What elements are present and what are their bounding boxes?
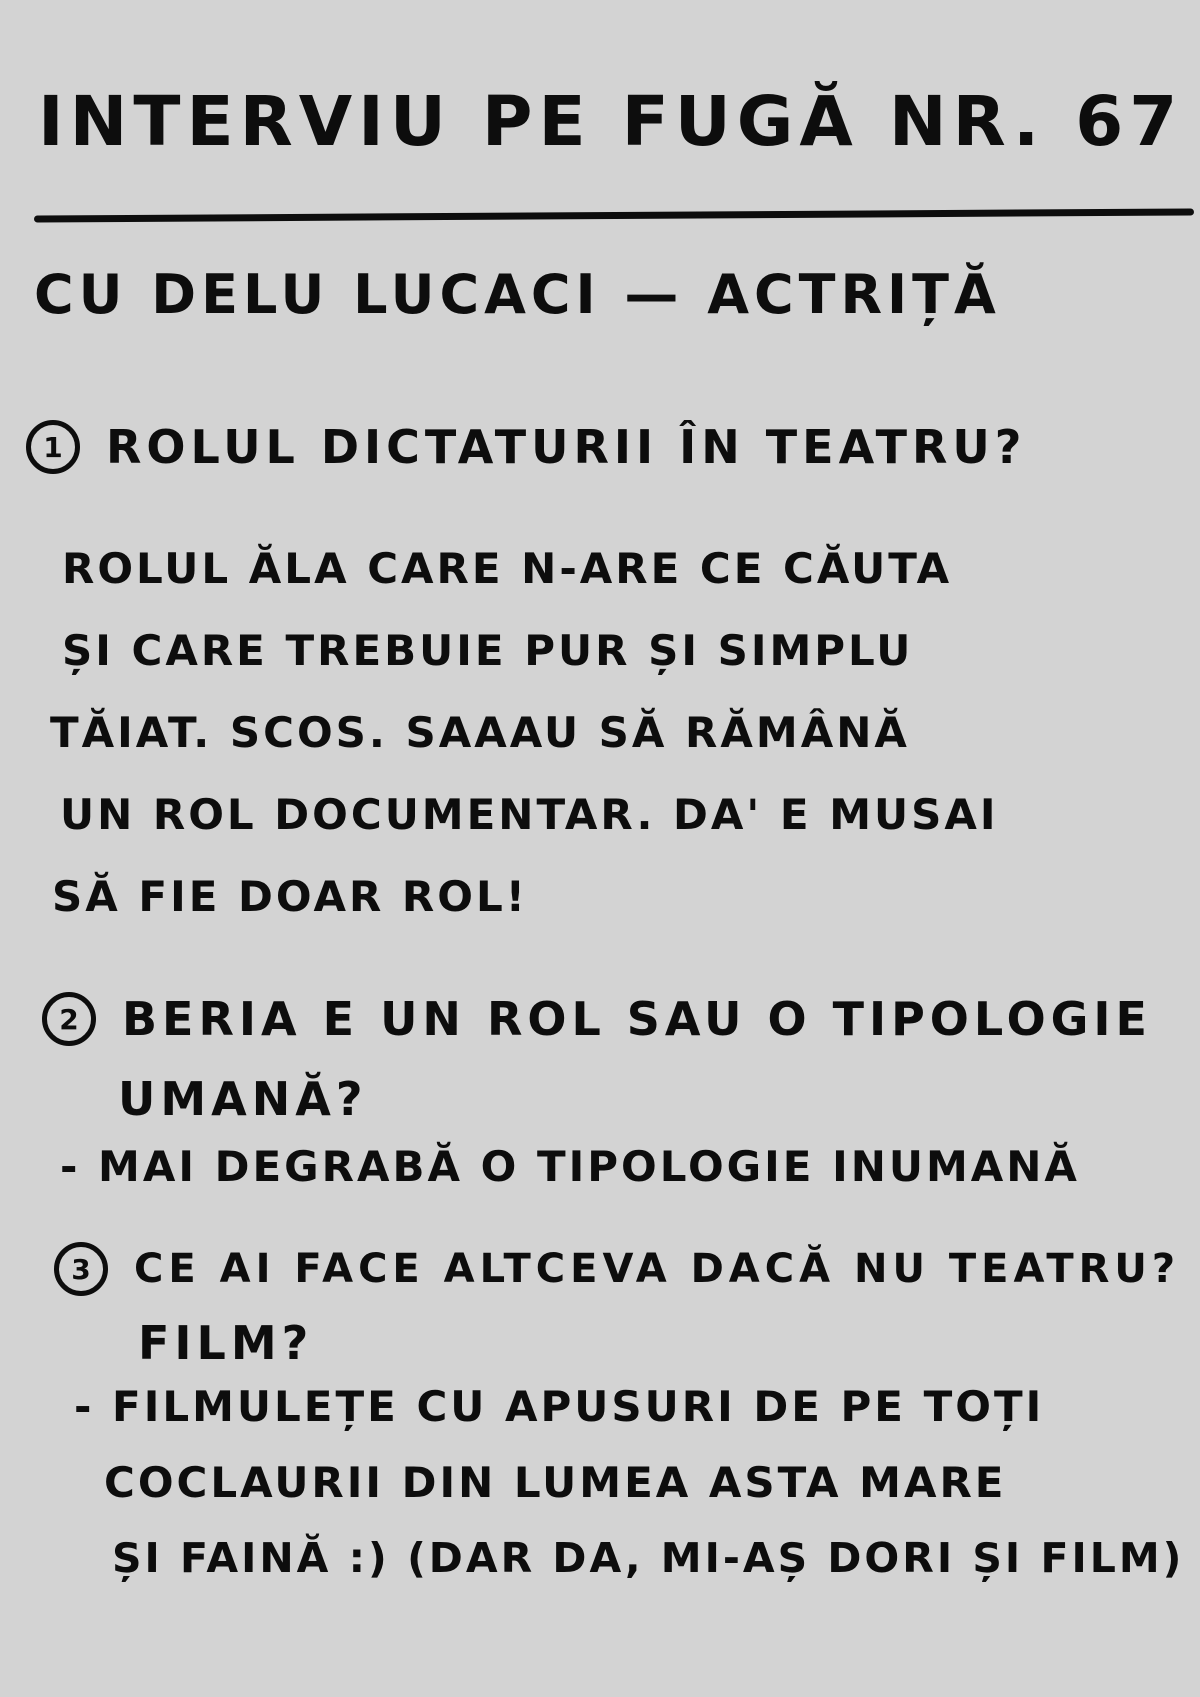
question-number-3: 3 (54, 1242, 108, 1296)
answer-3-line-3: ȘI FAINĂ :) (DAR DA, MI-AȘ DORI ȘI FILM) (112, 1534, 1185, 1582)
question-1 (26, 420, 1026, 474)
title-underline (34, 208, 1194, 222)
question-3-text-line-1: CE AI FACE ALTCEVA DACĂ NU TEATRU? (134, 1246, 1181, 1292)
question-2 (42, 992, 1152, 1046)
answer-1-line-3: TĂIAT. SCOS. SAAAU SĂ RĂMÂNĂ (50, 708, 910, 757)
question-2-text-line-2: UMANĂ? (118, 1072, 368, 1126)
answer-2: - MAI DEGRABĂ O TIPOLOGIE INUMANĂ (60, 1142, 1080, 1191)
answer-1-line-4: UN ROL DOCUMENTAR. DA' E MUSAI (60, 790, 999, 839)
question-3-text-line-2: FILM? (138, 1316, 314, 1370)
question-2-text-line-1: BERIA E UN ROL SAU O TIPOLOGIE (122, 992, 1152, 1046)
answer-1-line-5: SĂ FIE DOAR ROL! (52, 872, 528, 921)
question-number-2: 2 (42, 992, 96, 1046)
answer-1-line-1: ROLUL ĂLA CARE N-ARE CE CĂUTA (62, 544, 953, 593)
answer-3-line-2: COCLAURII DIN LUMEA ASTA MARE (104, 1458, 1007, 1507)
answer-3-line-1: - FILMULEȚE CU APUSURI DE PE TOȚI (74, 1382, 1045, 1431)
question-3 (54, 1242, 1180, 1296)
question-number-1: 1 (26, 420, 80, 474)
page-subtitle: CU DELU LUCACI — ACTRIȚĂ (34, 263, 1001, 326)
page-title: INTERVIU PE FUGĂ NR. 67 (38, 82, 1184, 162)
question-1-text: ROLUL DICTATURII ÎN TEATRU? (106, 420, 1027, 474)
answer-1-line-2: ȘI CARE TREBUIE PUR ȘI SIMPLU (62, 626, 914, 675)
